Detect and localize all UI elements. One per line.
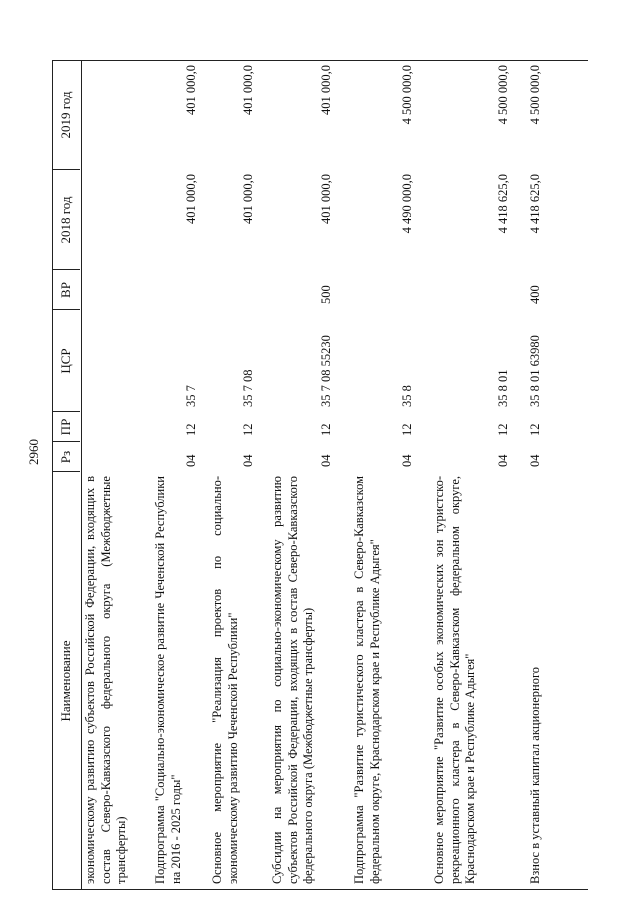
header-rz: Рз [58,450,73,464]
table-left-border [52,889,588,890]
table-cell-2019: 4 500 000,0 [528,65,542,125]
budget-table [52,60,588,890]
table-row-name: экономическому развитию субъектов Российской Федерации, входящих в состав Северо-Кавказского федерального округа (Межбюджетные трансферты) [83,476,128,884]
table-cell-csr: 35 7 [184,385,198,407]
table-cell-2018: 4 490 000,0 [400,174,414,234]
table-row-name: Подпрограмма "Социально-экономическое развитие Чеченской Республики на 2016 - 2025 годы" [153,476,183,884]
table-cell-2018: 401 000,0 [319,174,333,224]
table-cell-pr: 12 [319,423,333,436]
table-row-name: Основное мероприятие "Развитие особых экономических зон туристско-рекреационного кластера в Северо-Кавказском федеральном округе, Краснодарском крае и Республике Адыгея" [432,476,477,884]
table-cell-2019: 4 500 000,0 [496,65,510,125]
table-cell-2019: 4 500 000,0 [400,65,414,125]
table-row-name: Взнос в уставный капитал акционерного [528,666,542,884]
table-cell-rz: 04 [319,454,333,467]
table-cell-2019: 401 000,0 [241,65,255,115]
header-csr: ЦСР [58,348,73,374]
table-row-name: Субсидии на мероприятия по социально-экономическому развитию субъектов Российской Федерации, входящих в состав Северо-Кавказского федерального округа (Межбюджетные трансферты) [270,476,315,884]
table-cell-pr: 12 [241,423,255,436]
table-cell-rz: 04 [241,454,255,467]
table-cell-csr: 35 8 01 [496,369,510,407]
table-cell-pr: 12 [496,423,510,436]
header-2019: 2019 год [58,91,73,139]
table-cell-csr: 35 7 08 55230 [319,335,333,407]
table-cell-csr: 35 8 [400,385,414,407]
table-cell-rz: 04 [528,454,542,467]
table-row-name: Подпрограмма "Развитие туристического кластера в Северо-Кавказском федеральном округе, Краснодарском крае и Республике Адыгея" [352,476,382,884]
table-cell-rz: 04 [184,454,198,467]
table-cell-pr: 12 [528,423,542,436]
table-cell-rz: 04 [496,454,510,467]
table-cell-csr: 35 8 01 63980 [528,335,542,407]
table-cell-vr: 500 [319,285,333,304]
header-vr: ВР [58,282,73,298]
table-cell-2018: 401 000,0 [241,174,255,224]
table-cell-rz: 04 [400,454,414,467]
table-cell-csr: 35 7 08 [241,369,255,407]
table-row-name: Основное мероприятие "Реализация проектов по социально-экономическому развитию Чеченской Республики" [210,476,240,884]
header-name: Наименование [58,640,73,722]
table-cell-2018: 4 418 625,0 [496,174,510,234]
table-cell-2018: 4 418 625,0 [528,174,542,234]
table-cell-2018: 401 000,0 [184,174,198,224]
header-pr: ПР [58,418,73,436]
table-cell-pr: 12 [400,423,414,436]
table-cell-2019: 401 000,0 [184,65,198,115]
table-cell-pr: 12 [184,423,198,436]
table-right-border [52,60,588,61]
table-cell-2019: 401 000,0 [319,65,333,115]
table-cell-vr: 400 [528,285,542,304]
header-2018: 2018 год [58,196,73,244]
page-number: 2960 [26,439,41,465]
